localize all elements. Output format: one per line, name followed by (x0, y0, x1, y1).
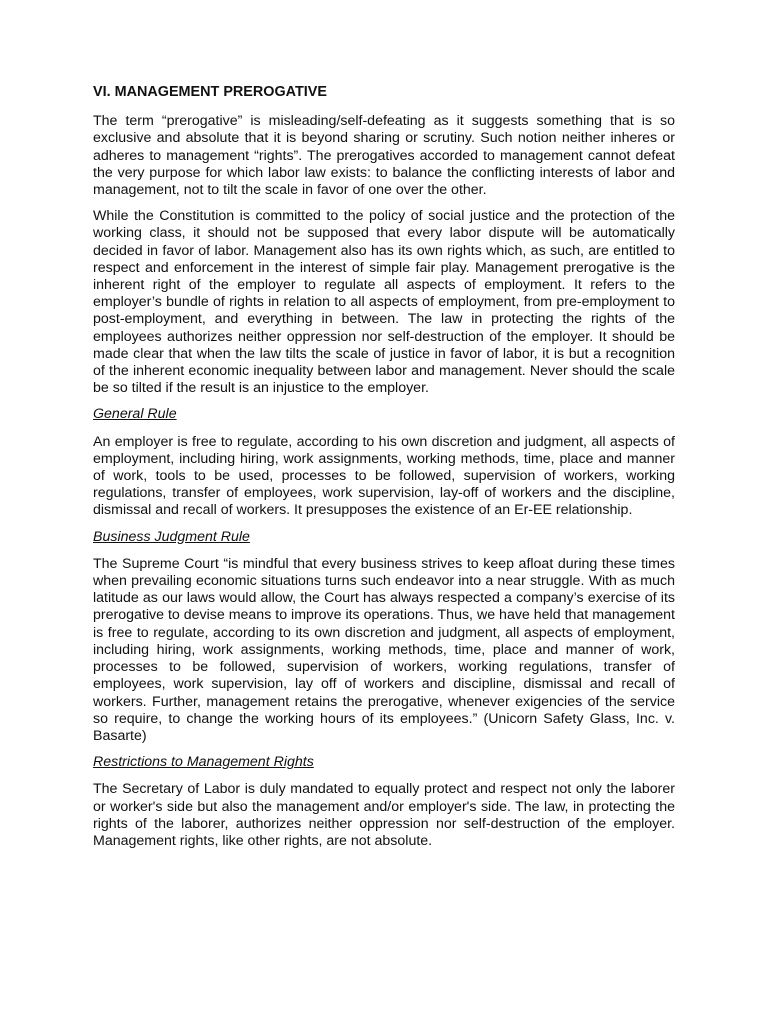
paragraph-constitution-social-justice: While the Constitution is committed to the policy of social justice and the protection of the working class, it should not be supposed that every labor dispute will be automatically decided in favor of labor. Management also has its own rights which, as such, are entitled to respect and enforcement in the interest of simple fair play. Management prerogative is the inherent right of the employer to regulate all aspects of employment. It refers to the employer’s bundle of rights in relation to all aspects of employment, from pre-employment to post-employment, and everything in between. The law in protecting the rights of the employees authorizes neither oppression nor self-destruction of the employer. It should be made clear that when the law tilts the scale of justice in favor of labor, it is but a recognition of the inherent economic inequality between labor and management. Never should the scale be so tilted if the result is an injustice to the employer. (93, 208, 675, 397)
document-page (93, 84, 675, 859)
subheading-general-rule: General Rule (93, 406, 177, 423)
paragraph-restrictions: The Secretary of Labor is duly mandated to equally protect and respect not only the laborer or worker's side but also the management and/or employer's side. The law, in protecting the rights of the laborer, authorizes neither oppression nor self-destruction of the employer. Management rights, like other rights, are not absolute. (93, 781, 675, 849)
paragraph-general-rule: An employer is free to regulate, according to his own discretion and judgment, all aspects of employment, including hiring, work assignments, working methods, time, place and manner of work, tools to be used, processes to be followed, supervision of workers, working regulations, transfer of employees, work supervision, lay-off of workers and the discipline, dismissal and recall of workers. It presupposes the existence of an Er-EE relationship. (93, 433, 675, 519)
paragraph-prerogative-definition: The term “prerogative” is misleading/self-defeating as it suggests something that is so exclusive and absolute that it is beyond sharing or scrutiny. Such notion neither inheres or adheres to management “rights”. The prerogatives accorded to management cannot defeat the very purpose for which labor law exists: to balance the conflicting interests of labor and management, not to tilt the scale in favor of one over the other. (93, 113, 675, 199)
paragraph-business-judgment-rule: The Supreme Court “is mindful that every business strives to keep afloat during these times when prevailing economic situations turns such endeavor into a near struggle. With as much latitude as our laws would allow, the Court has always respected a company’s exercise of its prerogative to devise means to improve its operations. Thus, we have held that management is free to regulate, according to its own discretion and judgment, all aspects of employment, including hiring, work assignments, working methods, time, place and manner of work, processes to be followed, supervision of workers, working regulations, transfer of employees, work supervision, lay off of workers and discipline, dismissal and recall of workers. Further, management retains the prerogative, whenever exigencies of the service so require, to change the working hours of its employees.” (Unicorn Safety Glass, Inc. v. Basarte) (93, 555, 675, 744)
subheading-restrictions: Restrictions to Management Rights (93, 754, 314, 771)
subheading-business-judgment-rule: Business Judgment Rule (93, 528, 250, 545)
section-title: VI. MANAGEMENT PREROGATIVE (93, 84, 327, 100)
